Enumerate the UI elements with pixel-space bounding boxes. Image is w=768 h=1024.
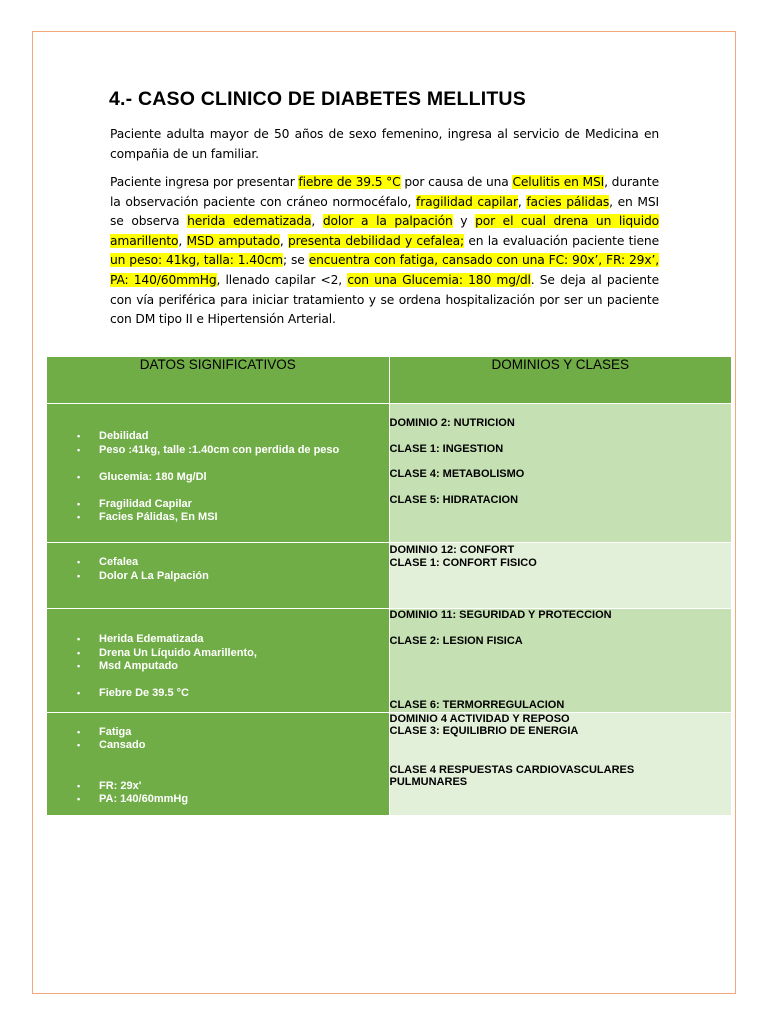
class-label: CLASE 1: CONFORT FISICO xyxy=(389,556,537,569)
paragraph-text: . Se deja al paciente con vía periférica para iniciar tratamiento y se ordena hospitalización por ser un paciente con DM tipo II e Hipertensión Arterial. xyxy=(110,272,659,327)
paragraph-text: por causa de una xyxy=(400,175,513,189)
class-label: CLASE 2: LESION FISICA xyxy=(389,634,523,647)
paragraph-text: , llenado capilar <2, xyxy=(216,272,348,287)
paragraph-text: , xyxy=(178,233,187,248)
class-label: PULMUNARES xyxy=(389,776,468,788)
paragraph-text: en la evaluación paciente tiene xyxy=(464,233,659,248)
highlighted-text: con una Glucemia: 180 mg/dl xyxy=(347,272,531,287)
row4-right-cell xyxy=(389,712,732,815)
header-dominios: DOMINIOS Y CLASES xyxy=(389,357,732,404)
significant-data-item: • Dolor A La Palpación xyxy=(99,570,389,584)
row1-left-cell xyxy=(47,404,390,543)
class-label: CLASE 6: TERMORREGULACION xyxy=(389,699,565,711)
header-datos: DATOS SIGNIFICATIVOS xyxy=(47,357,390,404)
significant-data-item: • Fatiga xyxy=(99,726,389,740)
row3-left-cell xyxy=(47,609,390,713)
domain-label: DOMINIO 11: SEGURIDAD Y PROTECCION xyxy=(389,609,612,621)
paragraph-text: , xyxy=(279,233,288,248)
significant-data-item: • Cefalea xyxy=(99,556,389,570)
class-label: CLASE 4: METABOLISMO xyxy=(389,468,525,480)
highlighted-text: fragilidad capilar xyxy=(416,194,518,209)
paragraph-text: , xyxy=(517,194,527,209)
data-table xyxy=(46,356,732,816)
case-paragraph xyxy=(110,173,659,330)
highlighted-text: por el cual drena un liquido amarillento xyxy=(110,214,659,248)
spacer xyxy=(390,751,732,764)
significant-data-item: • Debilidad xyxy=(99,430,389,444)
highlighted-text: encuentra con fatiga, cansado con una FC: 90x’, FR: 29x’, PA: 140/60mmHg xyxy=(110,253,659,287)
domain-label: DOMINIO 2: NUTRICION xyxy=(389,417,515,429)
spacer xyxy=(99,674,389,688)
significant-data-item: • FR: 29x' xyxy=(99,780,389,794)
highlighted-text: herida edematizada xyxy=(187,214,312,229)
highlighted-text: MSD amputado xyxy=(186,233,280,248)
significant-data-item: • Peso :41kg, talle :1.40cm con perdida de peso xyxy=(99,444,389,458)
highlighted-text: dolor a la palpación xyxy=(322,214,453,229)
spacer xyxy=(99,484,389,498)
significant-data-item: • Drena Un Líquido Amarillento, xyxy=(99,647,389,661)
significant-data-item: • Herida Edematizada xyxy=(99,633,389,647)
paragraph-text: y xyxy=(452,214,476,229)
spacer xyxy=(99,457,389,471)
significant-data-item: • Msd Amputado xyxy=(99,660,389,674)
document-title: 4.- CASO CLINICO DE DIABETES MELLITUS xyxy=(109,88,526,110)
spacer xyxy=(390,622,732,635)
highlighted-text: Celulitis en MSI xyxy=(512,175,605,189)
paragraph-text: , durante la observación paciente con cráneo normocéfalo, xyxy=(110,175,659,209)
significant-data-item: • Fragilidad Capilar xyxy=(99,498,389,512)
highlighted-text: fiebre de 39.5 °C xyxy=(298,175,401,189)
row4-left-cell xyxy=(47,712,390,815)
paragraph-text: ; se xyxy=(282,253,309,268)
significant-data-item: • Glucemia: 180 Mg/Dl xyxy=(99,471,389,485)
spacer xyxy=(99,753,389,767)
highlighted-text: presenta debilidad y cefalea; xyxy=(287,233,465,248)
spacer xyxy=(390,647,732,660)
class-label: CLASE 1: INGESTION xyxy=(389,442,504,455)
class-label: CLASE 4 RESPUESTAS CARDIOVASCULARES xyxy=(389,763,635,776)
class-label: CLASE 3: EQUILIBRIO DE ENERGIA xyxy=(389,725,579,737)
highlighted-text: facies pálidas xyxy=(526,194,610,209)
paragraph-text: Paciente ingresa por presentar xyxy=(110,175,299,189)
spacer xyxy=(390,455,732,468)
domain-label: DOMINIO 4 ACTIVIDAD Y REPOSO xyxy=(389,712,570,725)
spacer xyxy=(390,430,732,443)
spacer xyxy=(390,673,732,686)
significant-data-item: • Fiebre De 39.5 °C xyxy=(99,687,389,701)
spacer xyxy=(390,738,732,751)
row2-right-cell xyxy=(389,543,732,609)
row2-left-cell xyxy=(47,543,390,609)
class-label: CLASE 5: HIDRATACION xyxy=(389,493,519,506)
paragraph-text: , xyxy=(311,214,323,229)
spacer xyxy=(390,660,732,673)
spacer xyxy=(390,481,732,494)
significant-data-item: • Cansado xyxy=(99,739,389,753)
highlighted-text: un peso: 41kg, talla: 1.40cm xyxy=(110,253,283,268)
row1-right-cell xyxy=(389,404,732,543)
paragraph-text: , en MSI se observa xyxy=(110,194,659,229)
domain-label: DOMINIO 12: CONFORT xyxy=(389,544,515,556)
significant-data-item: • PA: 140/60mmHg xyxy=(99,793,389,807)
row3-right-cell xyxy=(389,609,732,713)
significant-data-item: • Facies Pálidas, En MSI xyxy=(99,511,389,525)
spacer xyxy=(99,766,389,780)
intro-paragraph: Paciente adulta mayor de 50 años de sexo femenino, ingresa al servicio de Medicina en compañia de un familiar. xyxy=(110,127,659,161)
spacer xyxy=(390,686,732,699)
